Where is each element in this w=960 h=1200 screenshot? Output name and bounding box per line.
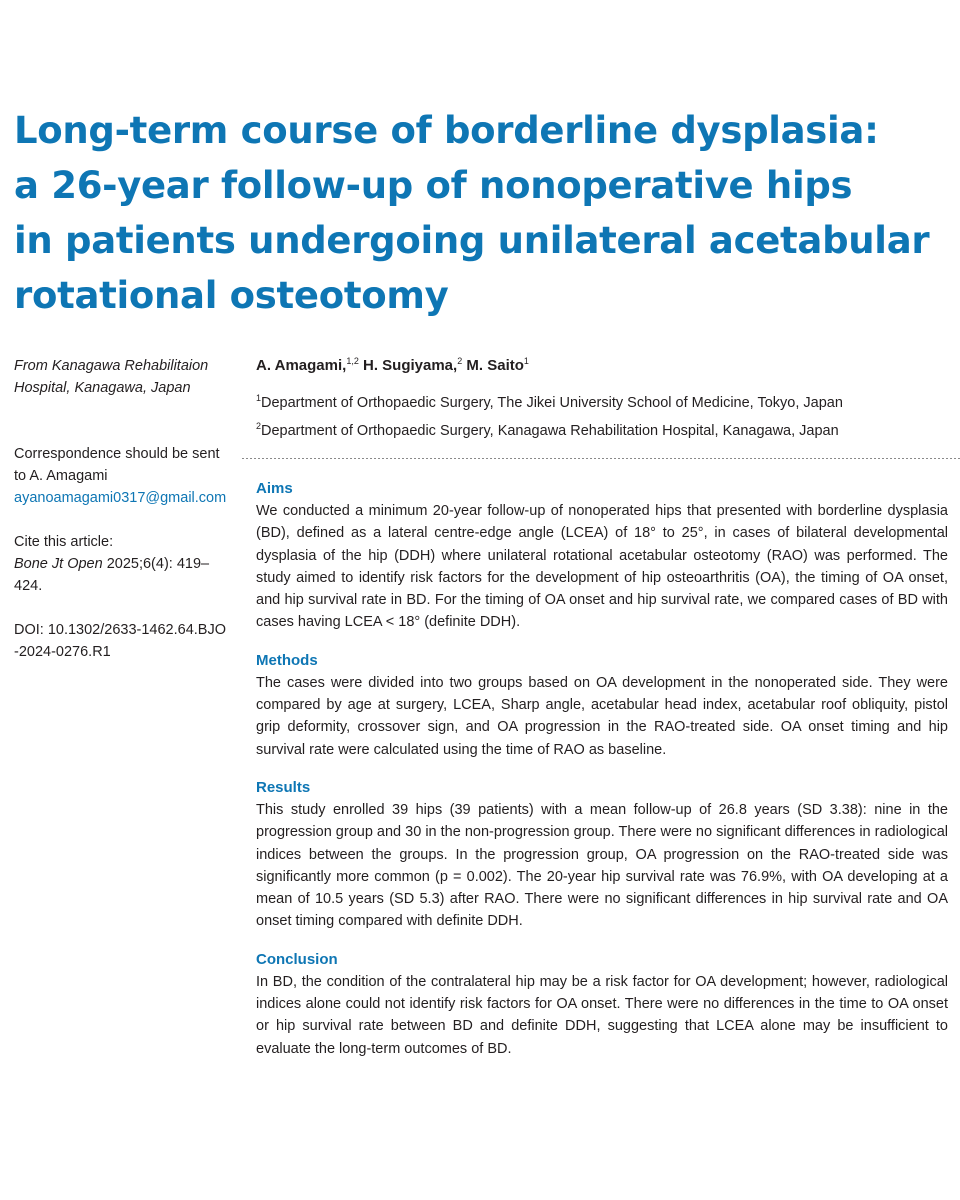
methods-heading: Methods bbox=[256, 651, 318, 669]
institution-note: From Kanagawa Rehabilitaion Hospital, Kanagawa, Japan bbox=[14, 358, 209, 396]
cite-label: Cite this article: bbox=[14, 534, 114, 550]
title-line: in patients undergoing unilateral acetabular bbox=[14, 219, 930, 262]
author-name: A. Amagami, bbox=[256, 357, 347, 374]
aims-text: We conducted a minimum 20-year follow-up of nonoperated hips that presented with borderline dysplasia (BD), defined as a lateral centre-edge angle (LCEA) of 18° to 25°, in cases of bilateral developmental dysplasia of the hip (DDH) where unilateral rotational acetabular osteotomy (RAO) was performed. The study aimed to identify risk factors for the development of hip osteoarthritis (OA), the timing of OA onset, and hip survival rate in BD. For the timing of OA onset and hip survival rate, we compared cases of BD with cases having LCEA < 18° (definite DDH). bbox=[256, 503, 948, 631]
conclusion-text: In BD, the condition of the contralateral hip may be a risk factor for OA development; however, radiological indices alone could not identify risk factors for OA onset. There were no differences in the time to OA onset or hip survival rate between BD and definite DDH, suggesting that LCEA alone may be insufficient to evaluate the long-term outcomes of BD. bbox=[256, 973, 948, 1057]
author-name: H. Sugiyama, bbox=[363, 357, 458, 374]
section-divider bbox=[242, 458, 960, 459]
author-list bbox=[256, 356, 946, 374]
article-title bbox=[14, 103, 944, 323]
conclusion-heading: Conclusion bbox=[256, 950, 338, 968]
affiliation-item: $^2$Department of Orthopaedic Surgery, Kanagawa Rehabilitation Hospital, Kanagawa, Japan bbox=[256, 420, 839, 439]
results-text: This study enrolled 39 hips (39 patients) with a mean follow-up of 26.8 years (SD 3.38): nine in the progression group and 30 in the non-progression group. There were no significant differences in radiological indices between the groups. In the progression group, OA progression on the RAO-treated side was significantly more common (p = 0.002). The 20-year hip survival rate was 76.9%, with OA developing at a mean of 10.5 years (SD 5.3) after RAO. There were no significant differences in hip survival rate and OA onset timing compared with definite DDH. bbox=[256, 801, 948, 930]
methods-text: The cases were divided into two groups based on OA development in the nonoperated side. They were compared by age at surgery, LCEA, Sharp angle, acetabular head index, acetabular roof obliquity, pistol grip deformity, crossover sign, and OA progression in the RAO-treated side. OA onset timing and hip survival rate were calculated using the time of RAO as baseline. bbox=[256, 674, 948, 758]
author-affiliation-mark: 1 bbox=[523, 356, 529, 366]
author-affiliation-mark: 2 bbox=[457, 356, 463, 366]
title-line: rotational osteotomy bbox=[14, 274, 449, 317]
cite-details: 2025;6(4): 419–424. bbox=[14, 556, 210, 594]
abstract bbox=[256, 478, 948, 1076]
affiliation-list bbox=[256, 387, 946, 443]
cite-journal: Bone Jt Open bbox=[14, 556, 103, 572]
correspondence-text: Correspondence should be sent to A. Amagami bbox=[14, 446, 220, 484]
title-line: Long-term course of borderline dysplasia: bbox=[14, 109, 879, 152]
author-name: M. Saito bbox=[466, 357, 524, 374]
title-line: a 26-year follow-up of nonoperative hips bbox=[14, 164, 853, 207]
citation-block bbox=[14, 531, 229, 597]
doi: DOI: 10.1302/2633-1462.64.BJO-2024-0276.R1 bbox=[14, 622, 227, 660]
correspondence-email-link[interactable]: ayanoamagami0317@gmail.com bbox=[14, 490, 227, 506]
results-heading: Results bbox=[256, 778, 311, 796]
author-affiliation-mark: 1,2 bbox=[346, 356, 359, 366]
article-sidebar bbox=[14, 355, 229, 663]
correspondence-note bbox=[14, 443, 229, 509]
aims-heading: Aims bbox=[256, 480, 293, 497]
affiliation-item: $^1$Department of Orthopaedic Surgery, The Jikei University School of Medicine, Tokyo, Japan bbox=[256, 393, 843, 411]
